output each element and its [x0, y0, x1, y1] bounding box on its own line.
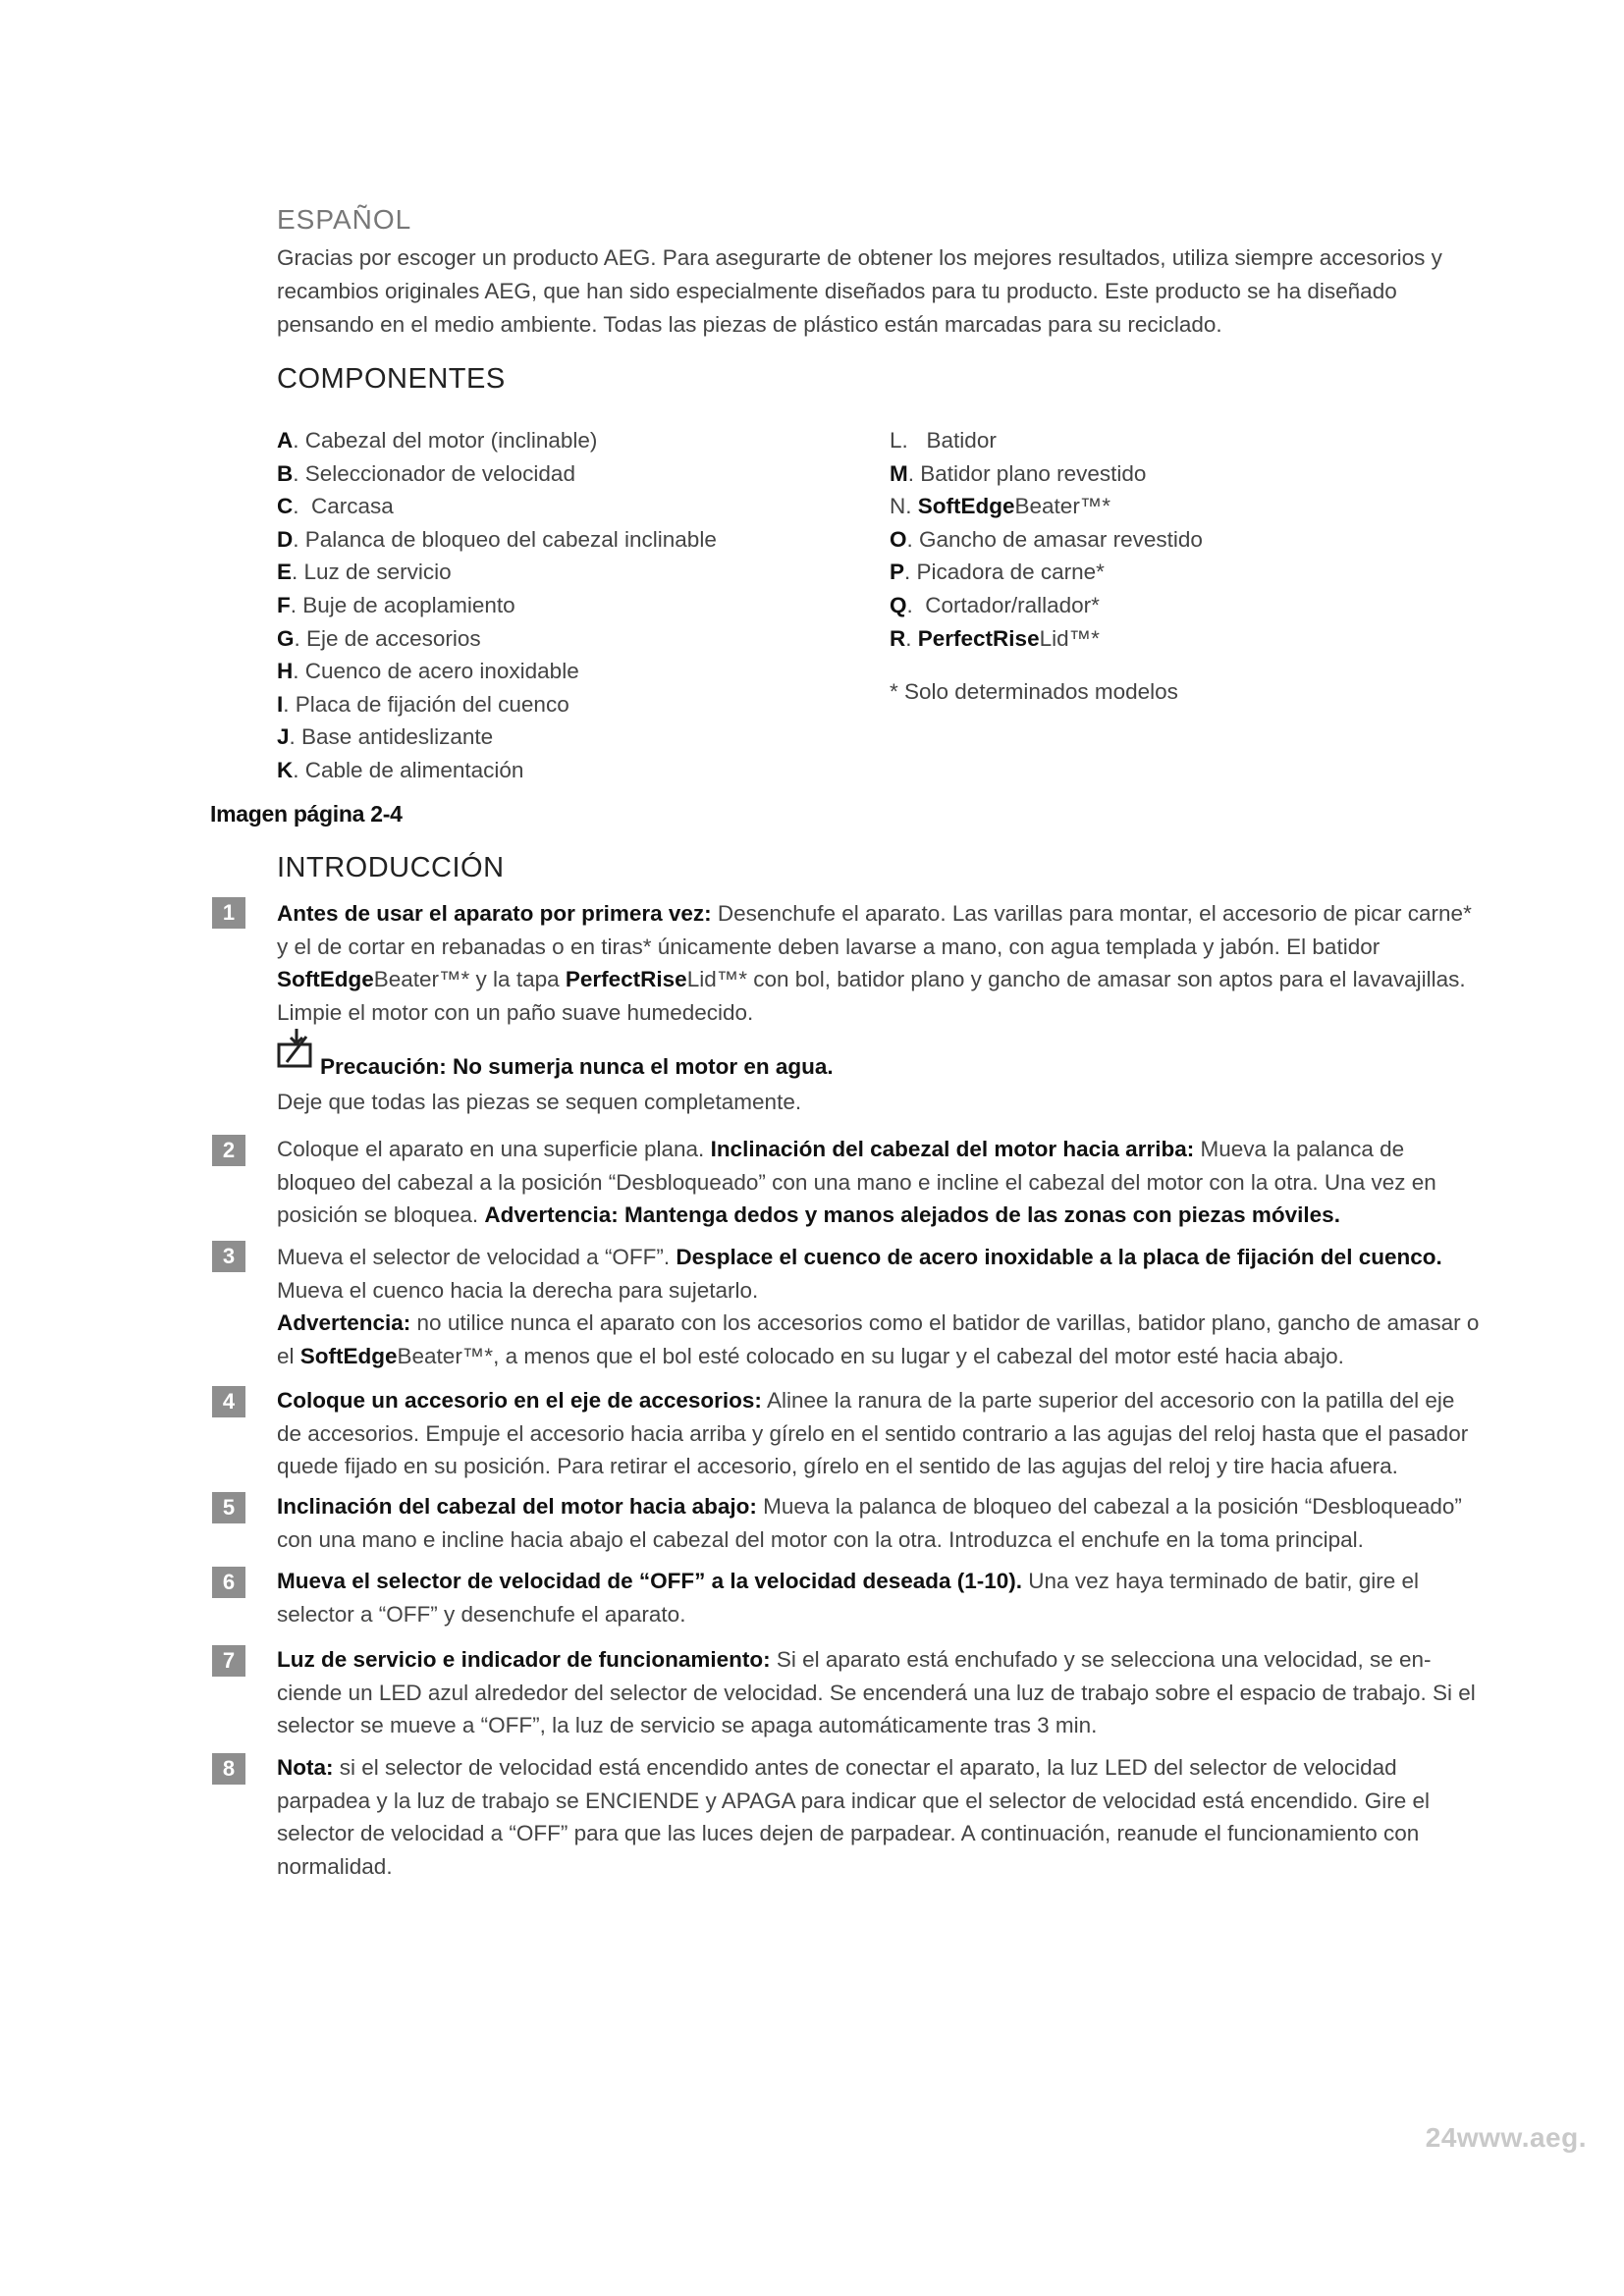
models-note: * Solo determinados modelos: [890, 679, 1178, 704]
step-2-text: Coloque el aparato en una superficie plana. Inclinación del cabezal del motor hacia arriba: Mueva la palanca de bloqueo del cabezal a la posición “Desbloqueado” con una mano e incline el cabezal del motor con la otra. Una vez en posición se bloquea. Advertencia: Mantenga dedos y manos alejados de las zonas con piezas móviles.: [277, 1137, 1436, 1228]
step-number-badge: 3: [212, 1241, 245, 1272]
page-footer: 24www.aeg.: [1425, 2122, 1587, 2153]
component-item: L. Batidor: [890, 428, 997, 453]
drying-note: Deje que todas las piezas se sequen completamente.: [277, 1090, 802, 1114]
caution-text: Precaución: No sumerja nunca el motor en agua.: [320, 1054, 834, 1079]
image-reference: Imagen página 2-4: [210, 801, 403, 827]
component-item: J. Base antideslizante: [277, 724, 494, 750]
step-6-text: Mueva el selector de velocidad de “OFF” a la velocidad deseada (1-10). Una vez haya terminado de batir, gire el selector a “OFF” y desenchufe el aparato.: [277, 1569, 1420, 1627]
component-item: P. Picadora de carne*: [890, 560, 1105, 585]
component-item: C. Carcasa: [277, 494, 394, 519]
components-list-left: [277, 424, 717, 787]
step-3-text: Mueva el selector de velocidad a “OFF”. Desplace el cuenco de acero inoxidable a la placa de fijación del cuenco. Mueva el cuenco hacia la derecha para sujetarlo. Advertencia: no utilice nunca el aparato con los accesorios como el batidor de varillas, batidor plano, gancho de amasar o el SoftEdgeBeater™*, a menos que el bol esté colocado en su lugar y el cabezal del motor esté hacia abajo.: [277, 1245, 1480, 1368]
step-number-badge: 8: [212, 1753, 245, 1785]
intro-paragraph: Gracias por escoger un producto AEG. Para asegurarte de obtener los mejores resultados, utiliza siempre accesorios y recambios originales AEG, que han sido especialmente diseñados para tu producto. Este producto se ha diseñado pensando en el medio ambiente. Todas las piezas de plástico están marcadas para su reciclado.: [277, 245, 1442, 337]
component-item: G. Eje de accesorios: [277, 625, 481, 651]
step-1-text: Antes de usar el aparato por primera vez: Desenchufe el aparato. Las varillas para montar, el accesorio de picar carne* y el de cortar en rebanadas o en tiras* únicamente deben lavarse a mano, con agua templada y jabón. El batidor SoftEdgeBeater™* y la tapa PerfectRiseLid™* con bol, batidor plano y gancho de amasar son aptos para el lavavajillas. Limpie el motor con un paño suave humedecido.: [277, 901, 1472, 1025]
step-number-badge: 5: [212, 1492, 245, 1523]
step-number-badge: 2: [212, 1135, 245, 1166]
caution-immersion-icon: [277, 1029, 316, 1070]
component-item: D. Palanca de bloqueo del cabezal inclinable: [277, 526, 717, 552]
step-5-text: Inclinación del cabezal del motor hacia abajo: Mueva la palanca de bloqueo del cabezal a la posición “Desbloqueado” con una mano e incline hacia abajo el cabezal del motor con la otra. Introduzca el enchufe en la toma principal.: [277, 1494, 1462, 1552]
component-item: H. Cuenco de acero inoxidable: [277, 659, 579, 684]
step-number-badge: 7: [212, 1645, 245, 1677]
step-number-badge: 4: [212, 1386, 245, 1417]
language-label: ESPAÑOL: [277, 204, 412, 235]
components-list-right: [890, 424, 1203, 655]
components-title: COMPONENTES: [277, 363, 506, 395]
component-item: E. Luz de servicio: [277, 560, 452, 585]
component-item: N. SoftEdgeBeater™*: [890, 494, 1111, 519]
step-number-badge: 6: [212, 1567, 245, 1598]
component-item: Q. Cortador/rallador*: [890, 592, 1100, 617]
introduction-title: INTRODUCCIÓN: [277, 852, 505, 883]
component-item: I. Placa de fijación del cuenco: [277, 691, 569, 717]
component-item: R. PerfectRiseLid™*: [890, 625, 1100, 651]
component-item: F. Buje de acoplamiento: [277, 592, 515, 617]
step-4-text: Coloque un accesorio en el eje de accesorios: Alinee la ranura de la parte superior del accesorio con la patilla del eje de accesorios. Empuje el accesorio hacia arriba y gírelo en el sentido contrario a las agujas del reloj hasta que el pasador quede fijado en su posición. Para retirar el accesorio, gírelo en el sentido de las agujas del reloj y tire hacia afuera.: [277, 1388, 1469, 1479]
component-item: K. Cable de alimentación: [277, 757, 524, 782]
component-item: B. Seleccionador de velocidad: [277, 460, 575, 486]
component-item: A. Cabezal del motor (inclinable): [277, 428, 598, 453]
step-8-text: Nota: si el selector de velocidad está encendido antes de conectar el aparato, la luz LED del selector de velocidad parpadea y la luz de trabajo se ENCIENDE y APAGA para indicar que el selector de velocidad está encendido. Gire el selector de velocidad a “OFF” para que las luces dejen de parpadear. A continuación, reanude el funcionamiento con normalidad.: [277, 1755, 1430, 1879]
component-item: O. Gancho de amasar revestido: [890, 526, 1203, 552]
component-item: M. Batidor plano revestido: [890, 460, 1147, 486]
step-7-text: Luz de servicio e indicador de funcionamiento: Si el aparato está enchufado y se selecciona una velocidad, se enciende un LED azul alrededor del selector de velocidad. Se encenderá una luz de trabajo sobre el espacio de trabajo. Si el selector se mueve a “OFF”, la luz de servicio se apaga automáticamente tras 3 min.: [277, 1647, 1476, 1738]
step-number-badge: 1: [212, 897, 245, 929]
